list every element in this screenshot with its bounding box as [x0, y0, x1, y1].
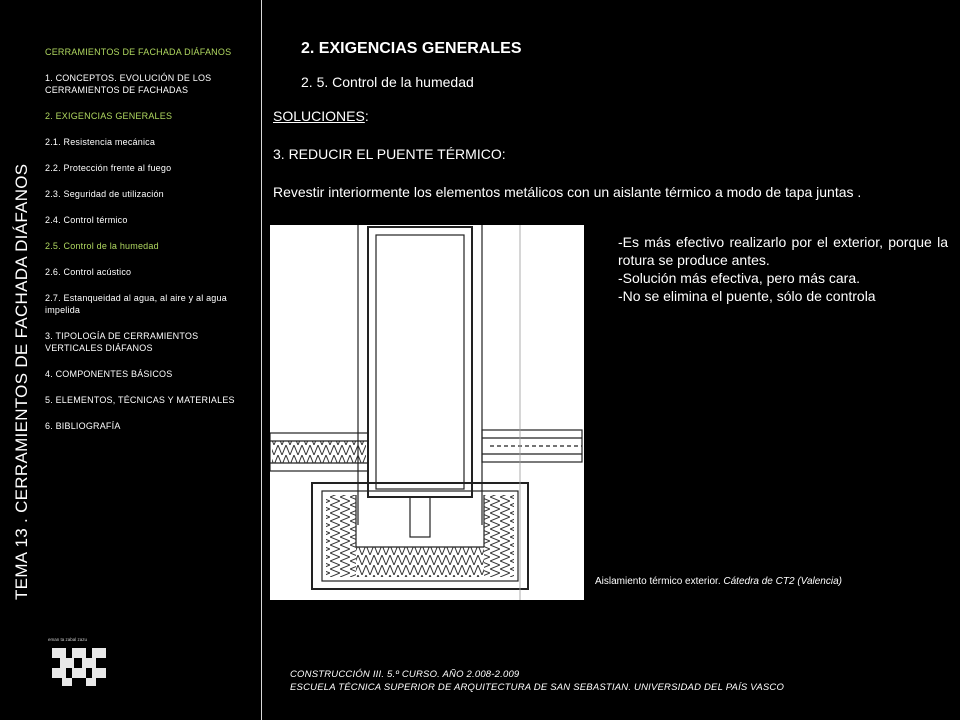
page-subtitle: 2. 5. Control de la humedad — [301, 74, 474, 90]
nav-item-humedad[interactable]: 2.5. Control de la humedad — [45, 241, 159, 251]
body-paragraph: Revestir interiormente los elementos metálicos con un aislante térmico a modo de tapa juntas . — [273, 184, 862, 200]
note-item: -Es más efectivo realizarlo por el exterior, porque la rotura se produce antes. — [618, 234, 948, 268]
nav-item-fuego[interactable]: 2.2. Protección frente al fuego — [45, 163, 172, 173]
footer-line-course: CONSTRUCCIÓN III. 5.º CURSO. AÑO 2.008-2.009 — [290, 669, 520, 680]
note-item: -Solución más efectiva, pero más cara. — [618, 270, 860, 286]
vertical-divider — [261, 0, 262, 720]
footer — [290, 668, 784, 694]
nav-item-acustico[interactable]: 2.6. Control acústico — [45, 267, 132, 277]
nav-item-componentes[interactable]: 4. COMPONENTES BÁSICOS — [45, 369, 173, 379]
nav-item-resistencia[interactable]: 2.1. Resistencia mecánica — [45, 137, 156, 147]
soluciones-heading — [273, 108, 369, 124]
note-item: -No se elimina el puente, sólo de controla — [618, 288, 876, 304]
caption-source: Cátedra de CT2 (Valencia) — [723, 576, 842, 587]
notes-list — [618, 233, 948, 305]
nav-item-seguridad[interactable]: 2.3. Seguridad de utilización — [45, 189, 164, 199]
nav-item-cerramientos[interactable]: CERRAMIENTOS DE FACHADA DIÁFANOS — [45, 47, 232, 57]
university-logo — [46, 634, 112, 690]
nav-item-exigencias[interactable]: 2. EXIGENCIAS GENERALES — [45, 111, 173, 121]
nav-item-bibliografia[interactable]: 6. BIBLIOGRAFÍA — [45, 421, 121, 431]
chapter-title-text: TEMA 13 . CERRAMIENTOS DE FACHADA DIÁFANOS — [12, 163, 31, 600]
nav-item-termico[interactable]: 2.4. Control térmico — [45, 215, 128, 225]
vertical-chapter-title — [0, 0, 40, 720]
nav-item-estanqueidad[interactable]: 2.7. Estanqueidad al agua, al aire y al agua impelida — [45, 293, 227, 315]
page-title: 2. EXIGENCIAS GENERALES — [301, 40, 522, 57]
figure-caption — [595, 576, 842, 587]
caption-main: Aislamiento térmico exterior. — [595, 576, 724, 587]
sidebar-nav — [45, 46, 245, 446]
logo-motto: eman ta zabal zazu — [48, 637, 88, 642]
soluciones-label: SOLUCIONES — [273, 108, 365, 124]
nav-item-elementos[interactable]: 5. ELEMENTOS, TÉCNICAS Y MATERIALES — [45, 395, 235, 405]
nav-item-conceptos[interactable]: 1. CONCEPTOS. EVOLUCIÓN DE LOS CERRAMIENTOS DE FACHADAS — [45, 73, 212, 95]
footer-line-school: ESCUELA TÉCNICA SUPERIOR DE ARQUITECTURA DE SAN SEBASTIAN. UNIVERSIDAD DEL PAÍS VASCO — [290, 682, 785, 693]
soluciones-colon: : — [364, 108, 369, 124]
section-heading: 3. REDUCIR EL PUENTE TÉRMICO: — [273, 146, 506, 162]
construction-detail-drawing — [270, 225, 584, 600]
nav-item-tipologia[interactable]: 3. TIPOLOGÍA DE CERRAMIENTOS VERTICALES DIÁFANOS — [45, 331, 199, 353]
